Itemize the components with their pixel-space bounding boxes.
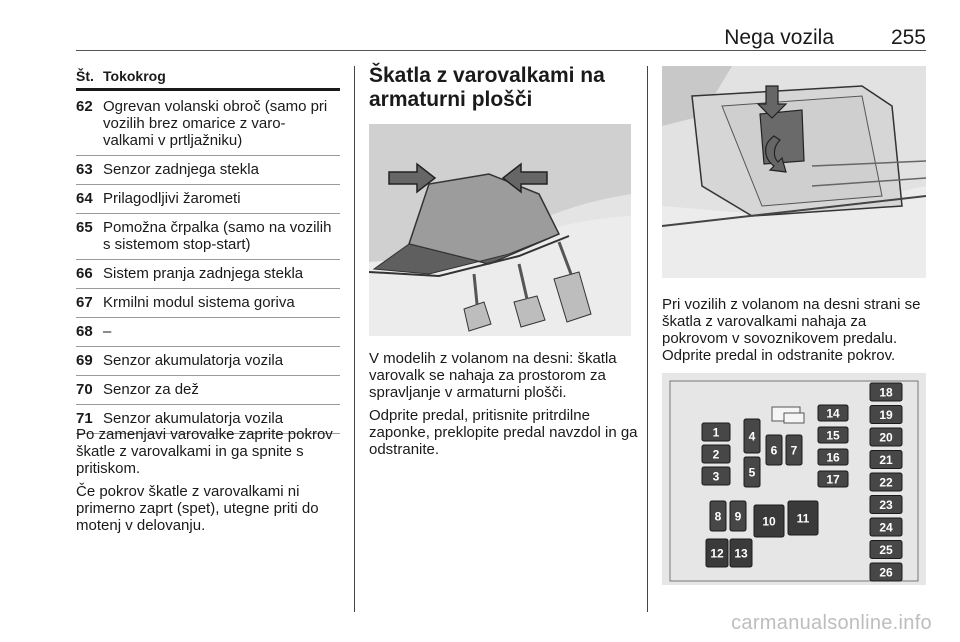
fuse-25 bbox=[870, 541, 902, 559]
illustration-drawing bbox=[369, 124, 631, 336]
illustration-drawing bbox=[662, 66, 926, 278]
fuse-number: 69 bbox=[76, 352, 93, 369]
fuse-label: 2 bbox=[712, 447, 720, 462]
fuse-9 bbox=[730, 501, 746, 531]
circuit-name: – bbox=[103, 323, 112, 340]
fuse-label: 15 bbox=[826, 428, 840, 443]
circuit-name: Senzor akumulatorja vozila bbox=[103, 410, 284, 427]
table-row bbox=[76, 347, 340, 376]
header-circuit: Tokokrog bbox=[103, 68, 166, 84]
paragraph: Če pokrov škatle z varovalkami ni primerno zaprt (spet), utegne priti do motenj v delovanju. bbox=[76, 483, 319, 534]
fuse-label: 4 bbox=[748, 429, 756, 444]
fuse-number: 64 bbox=[76, 190, 93, 207]
fuse-7 bbox=[786, 435, 802, 465]
fuse-5 bbox=[744, 457, 760, 487]
fuse-label: 1 bbox=[712, 425, 720, 440]
paragraph: Pri vozilih z volanom na desni strani se škatla z varovalkami nahaja za pokrovom v sovoznikovem predalu. Odprite predal in odstranite pokrov. bbox=[662, 296, 921, 364]
fuse-15 bbox=[818, 427, 848, 443]
fuse-label: 16 bbox=[826, 450, 840, 465]
table-row bbox=[76, 156, 340, 185]
fuse-12 bbox=[706, 539, 728, 567]
fuse-14 bbox=[818, 405, 848, 421]
fuse-26 bbox=[870, 563, 902, 581]
fuse-label: 6 bbox=[770, 443, 778, 458]
table-header bbox=[76, 64, 340, 91]
column3-text bbox=[662, 296, 932, 364]
fuse-number: 66 bbox=[76, 265, 93, 282]
circuit-name: Senzor za dež bbox=[103, 381, 199, 398]
fuse-label: 5 bbox=[748, 465, 756, 480]
fuse-label: 13 bbox=[734, 546, 748, 561]
fuse-label: 9 bbox=[734, 509, 742, 524]
fuse-17 bbox=[818, 471, 848, 487]
fuse-label: 26 bbox=[879, 565, 893, 580]
table-row bbox=[76, 376, 340, 405]
fuse-3 bbox=[702, 467, 730, 485]
fuse-number: 68 bbox=[76, 323, 93, 340]
fuse-number: 65 bbox=[76, 219, 93, 236]
paragraph: Odprite predal, pritisnite pritrdilne zaponke, preklopite predal navzdol in ga odstranite. bbox=[369, 407, 638, 458]
fuse-24 bbox=[870, 518, 902, 536]
circuit-name: Senzor akumulatorja vozila bbox=[103, 352, 284, 369]
table-row bbox=[76, 185, 340, 214]
fuse-label: 23 bbox=[879, 498, 893, 512]
fuse-19 bbox=[870, 406, 902, 424]
fuse-label: 12 bbox=[710, 546, 724, 561]
fuse-8 bbox=[710, 501, 726, 531]
dashboard-fusebox-illustration bbox=[369, 124, 631, 336]
fuse-2 bbox=[702, 445, 730, 463]
fuse-table bbox=[76, 64, 340, 434]
fuse-22 bbox=[870, 473, 902, 491]
fuse-11 bbox=[788, 501, 818, 535]
fuse-label: 22 bbox=[879, 475, 893, 490]
paragraph: Po zamenjavi varovalke zaprite pokrov škatle z varovalkami in ga spnite s pritiskom. bbox=[76, 426, 333, 477]
circuit-name: Sistem pranja zadnjega stekla bbox=[103, 265, 304, 282]
glovebox-cover-illustration bbox=[662, 66, 926, 278]
fuse-1 bbox=[702, 423, 730, 441]
fuse-label: 7 bbox=[790, 443, 798, 458]
fuse-18 bbox=[870, 383, 902, 401]
fuse-label: 25 bbox=[879, 543, 893, 557]
header-rule bbox=[76, 50, 926, 51]
fuse-4 bbox=[744, 419, 760, 453]
page-number: 255 bbox=[890, 26, 926, 49]
column2-text bbox=[369, 350, 639, 464]
fuse-label: 8 bbox=[714, 509, 722, 524]
fuse-label: 11 bbox=[796, 511, 810, 526]
fuse-13 bbox=[730, 539, 752, 567]
fuse-label: 10 bbox=[762, 514, 776, 529]
table-row bbox=[76, 318, 340, 347]
table-row bbox=[76, 289, 340, 318]
circuit-name: Krmilni modul sistema goriva bbox=[103, 294, 295, 311]
fuse-10 bbox=[754, 505, 784, 537]
table-row bbox=[76, 260, 340, 289]
column1-text bbox=[76, 426, 344, 540]
circuit-name: Pomožna črpalka (samo na vozilih s sistemom stop-start) bbox=[103, 219, 332, 253]
fuse-number: 67 bbox=[76, 294, 93, 311]
fuse-label: 20 bbox=[879, 430, 893, 445]
circuit-name: Prilagodljivi žarometi bbox=[103, 190, 241, 207]
fuse-number: 71 bbox=[76, 410, 93, 427]
fuse-6 bbox=[766, 435, 782, 465]
fuse-label: 18 bbox=[879, 385, 893, 400]
fuse-label: 24 bbox=[879, 520, 893, 535]
fuse-16 bbox=[818, 449, 848, 465]
table-body bbox=[76, 93, 340, 434]
fusebox-layout bbox=[662, 373, 926, 585]
fuse-label: 19 bbox=[879, 408, 893, 422]
fuse-number: 63 bbox=[76, 161, 93, 178]
fuse-number: 70 bbox=[76, 381, 93, 398]
fuse-label: 14 bbox=[826, 406, 840, 421]
fuse-20 bbox=[870, 428, 902, 446]
fuse-number: 62 bbox=[76, 98, 93, 115]
fuse-23 bbox=[870, 496, 902, 514]
table-row bbox=[76, 214, 340, 260]
circuit-name: Senzor zadnjega stekla bbox=[103, 161, 259, 178]
fuse-21 bbox=[870, 451, 902, 469]
column-divider-1 bbox=[354, 66, 355, 612]
circuit-name: Ogrevan volanski obroč (samo pri vozilih brez omarice z varo‐ valkami v prtljažniku) bbox=[103, 98, 328, 149]
column-divider-2 bbox=[647, 66, 648, 612]
page-header bbox=[76, 22, 926, 50]
paragraph: V modelih z volanom na desni: škatla varovalk se nahaja za prostorom za spravljanje v armaturni plošči. bbox=[369, 350, 617, 401]
fuse-label: 17 bbox=[826, 472, 840, 487]
watermark: carmanualsonline.info bbox=[731, 612, 932, 634]
fuse-label: 3 bbox=[712, 469, 720, 484]
fusebox-diagram bbox=[662, 373, 926, 585]
fuse-label: 21 bbox=[879, 453, 893, 467]
section-heading: Škatla z varovalkami na armaturni plošči bbox=[369, 64, 605, 111]
table-row bbox=[76, 93, 340, 156]
header-number: Št. bbox=[76, 68, 94, 84]
section-title: Nega vozila bbox=[724, 26, 834, 49]
